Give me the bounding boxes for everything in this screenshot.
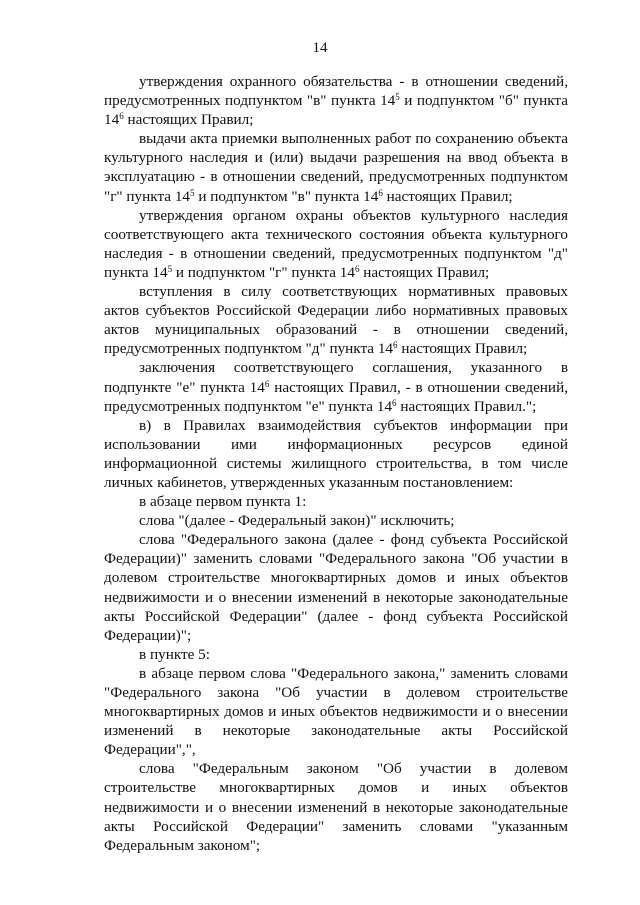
paragraph: слова "Федерального закона (далее - фонд субъекта Российской Федерации)" заменить словами "Федерального закона "Об участии в долевом строительстве многоквартирных домов и иных объектов недвижимости и о внесении изменений в некоторые законодательные акты Российской Федерации" (далее - фонд субъекта Российской Федерации)"; — [104, 531, 568, 644]
paragraph: утверждения органом охраны объектов культурного наследия соответствующего акта технического состояния объекта культурного наследия - в отношении сведений, предусмотренных подпунктом "д" пункта $14^5$ и подпунктом "г" пункта $14^6$ настоящих Правил; — [104, 206, 568, 281]
paragraph: утверждения охранного обязательства - в отношении сведений, предусмотренных подпунктом "в" пункта $14^5$ и подпунктом "б" пункта $14^6$ настоящих Правил; — [104, 73, 568, 129]
paragraph: слова "(далее - Федеральный закон)" исключить; — [139, 512, 455, 530]
paragraph: заключения соответствующего соглашения, указанного в подпункте "е" пункта $14^6$ настоящих Правил, - в отношении сведений, предусмотренных подпунктом "е" пункта $14^6$ настоящих Правил."; — [104, 359, 568, 415]
paragraph: в) в Правилах взаимодействия субъектов информации при использовании ими информационных ресурсов единой информационной системы жилищного строительства, в том числе личных кабинетов, утвержденных указанным постановлением: — [104, 416, 568, 491]
page-number: 14 — [312, 40, 328, 56]
paragraph: вступления в силу соответствующих нормативных правовых актов субъектов Российской Федерации либо нормативных правовых актов муниципальных образований - в отношении сведений, предусмотренных подпунктом "д" пункта $14^6$ настоящих Правил; — [104, 283, 568, 358]
document-body — [104, 72, 568, 855]
paragraph: выдачи акта приемки выполненных работ по сохранению объекта культурного наследия и (или) выдачи разрешения на ввод объекта в эксплуатацию - в отношении сведений, предусмотренных подпунктом "г" пункта $14^5$ и подпунктом "в" пункта $14^6$ настоящих Правил; — [104, 130, 568, 205]
paragraph: в абзаце первом пункта 1: — [139, 493, 307, 511]
paragraph: в абзаце первом слова "Федерального закона," заменить словами "Федерального закона "Об участии в долевом строительстве многоквартирных домов и иных объектов недвижимости и о внесении изменений в некоторые законодательные акты Российской Федерации",", — [104, 664, 568, 759]
paragraph: в пункте 5: — [139, 645, 210, 663]
paragraph: слова "Федеральным законом "Об участии в долевом строительстве многоквартирных домов и иных объектов недвижимости и о внесении изменений в некоторые законодательные акты Российской Федерации" заменить словами "указанным Федеральным законом"; — [104, 760, 568, 854]
